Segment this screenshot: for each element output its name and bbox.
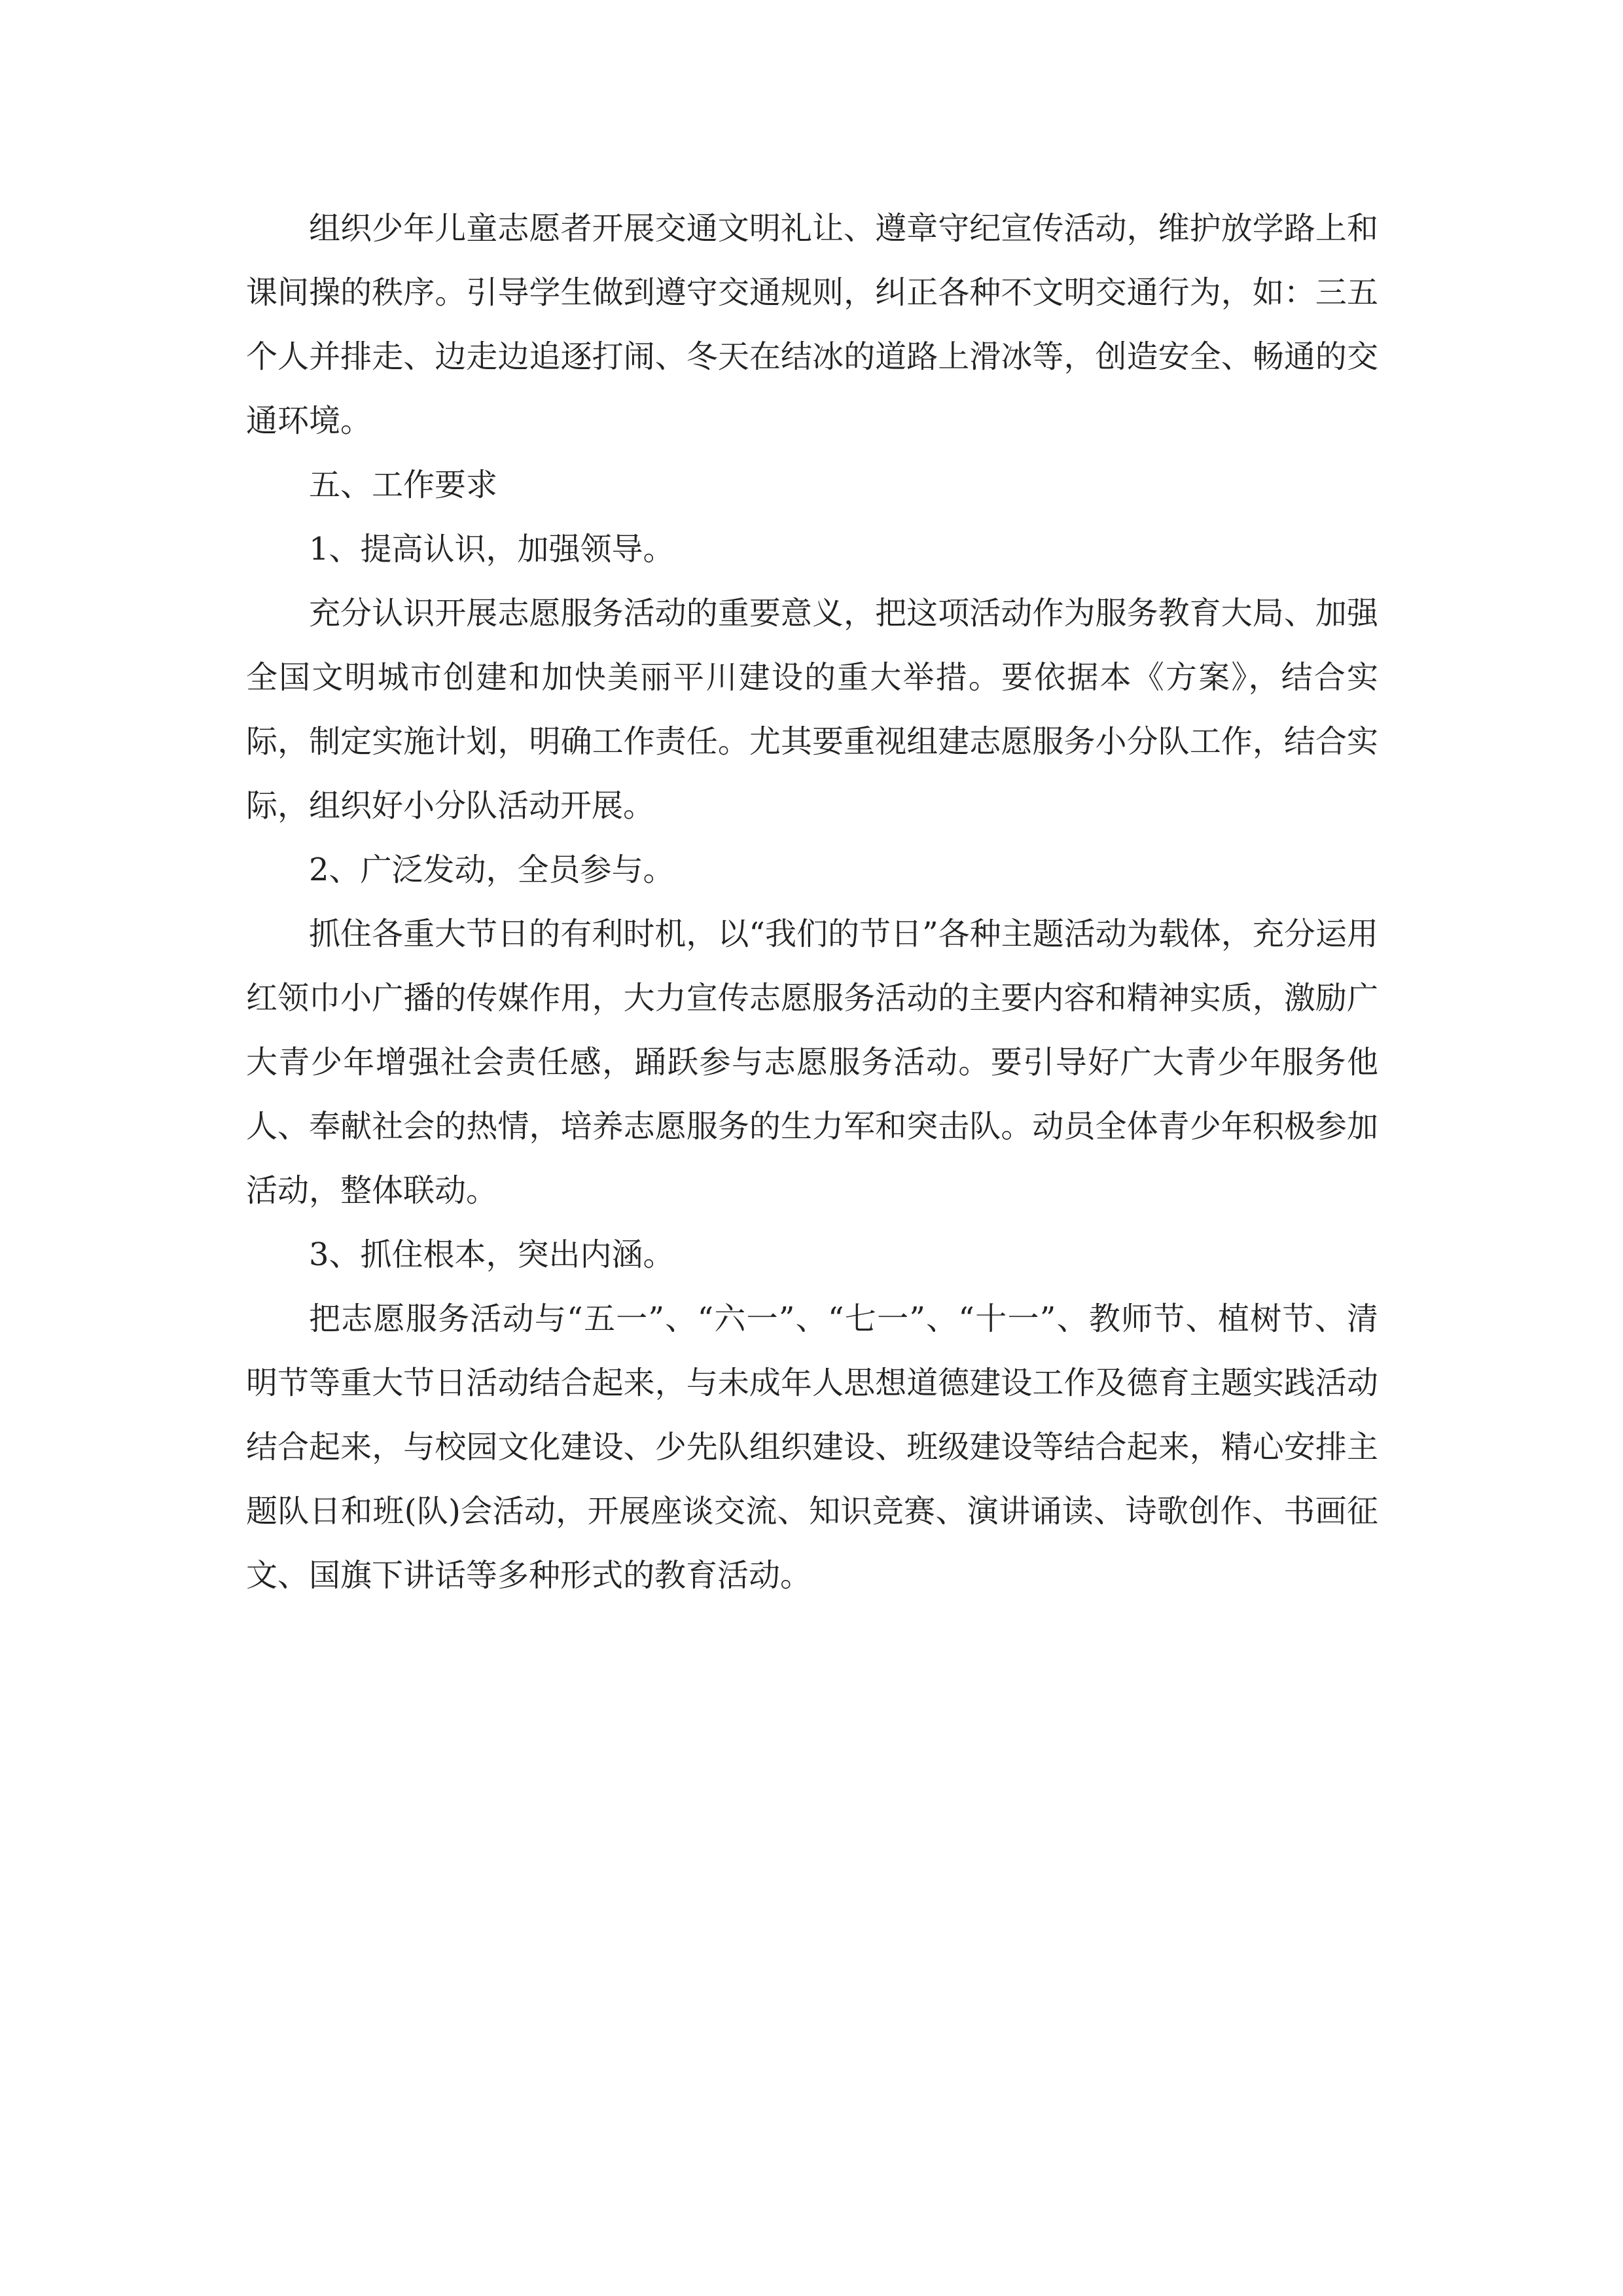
paragraph-raise-awareness: 充分认识开展志愿服务活动的重要意义，把这项活动作为服务教育大局、加强全国文明城市创建和加快美丽平川建设的重大举措。要依据本《方案》，结合实际，制定实施计划，明确工作责任。尤其要重视组建志愿服务小分队工作，结合实际，组织好小分队活动开展。: [246, 595, 1378, 824]
subheading-grasp-fundamentals: 3、抓住根本，突出内涵。: [309, 1236, 675, 1273]
subheading-broad-mobilization: 2、广泛发动，全员参与。: [309, 852, 675, 888]
paragraph-broad-mobilization: 抓住各重大节日的有利时机，以“我们的节日”各种主题活动为载体，充分运用红领巾小广播的传媒作用，大力宣传志愿服务活动的主要内容和精神实质，激励广大青少年增强社会责任感，踊跃参与志愿服务活动。要引导好广大青少年服务他人、奉献社会的热情，培养志愿服务的生力军和突击队。动员全体青少年积极参加活动，整体联动。: [246, 916, 1378, 1209]
paragraph-grasp-fundamentals: 把志愿服务活动与“五一”、“六一”、“七一”、“十一”、教师节、植树节、清明节等重大节日活动结合起来，与未成年人思想道德建设工作及德育主题实践活动结合起来，与校园文化建设、少先队组织建设、班级建设等结合起来，精心安排主题队日和班(队)会活动，开展座谈交流、知识竞赛、演讲诵读、诗歌创作、书画征文、国旗下讲话等多种形式的教育活动。: [246, 1300, 1378, 1594]
paragraph-traffic-activity: 组织少年儿童志愿者开展交通文明礼让、遵章守纪宣传活动，维护放学路上和课间操的秩序。引导学生做到遵守交通规则，纠正各种不文明交通行为，如：三五个人并排走、边走边追逐打闹、冬天在结冰的道路上滑冰等，创造安全、畅通的交通环境。: [246, 210, 1378, 439]
subheading-raise-awareness: 1、提高认识，加强领导。: [309, 531, 675, 567]
document-body: [246, 196, 1378, 1607]
section-heading-work-requirements: 五、工作要求: [309, 467, 498, 503]
